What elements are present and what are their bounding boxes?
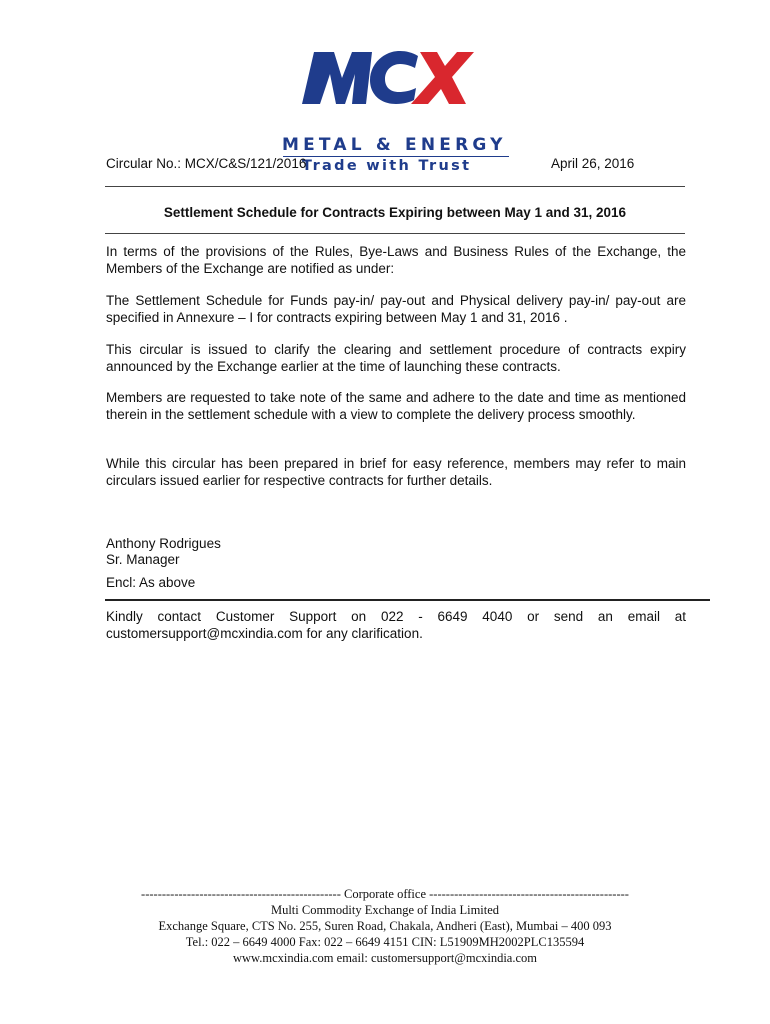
circular-subject: Settlement Schedule for Contracts Expiring between May 1 and 31, 2016 — [163, 205, 627, 220]
contact-divider — [105, 599, 710, 601]
signatory-name: Anthony Rodrigues — [106, 536, 221, 551]
corporate-office-footer — [0, 886, 770, 966]
subject-divider — [105, 233, 685, 234]
contact-note — [106, 608, 686, 642]
body-paragraph-5: While this circular has been prepared in brief for easy reference, members may refer to main circulars issued earlier for respective contracts for further details. — [106, 456, 686, 488]
body-paragraph-4: Members are requested to take note of the same and adhere to the date and time as mentioned therein in the settlement schedule with a view to complete the delivery process smoothly. — [106, 390, 686, 422]
footer-company-name: Multi Commodity Exchange of India Limited — [270, 903, 500, 917]
footer-phone-fax-cin: Tel.: 022 – 6649 4000 Fax: 022 – 6649 4151 CIN: L51909MH2002PLC135594 — [185, 935, 585, 949]
logo-tagline-trade-with-trust: Trade with Trust — [302, 158, 472, 174]
signatory-role: Sr. Manager — [106, 552, 180, 567]
circular-number: Circular No.: MCX/C&S/121/2016 — [106, 156, 307, 171]
logo-tagline-metal-energy: METAL & ENERGY — [282, 135, 507, 155]
logo-divider — [283, 156, 509, 157]
contact-line-2: customersupport@mcxindia.com for any clarification. — [106, 626, 423, 641]
body-paragraph-2: The Settlement Schedule for Funds pay-in/ pay-out and Physical delivery pay-in/ pay-out are specified in Annexure – I for contracts expiring between May 1 and 31, 2016 . — [106, 293, 686, 325]
enclosure-note: Encl: As above — [106, 575, 196, 590]
circular-date: April 26, 2016 — [551, 156, 635, 171]
header-divider — [105, 186, 685, 187]
footer-web-email: www.mcxindia.com email: customersupport@mcxindia.com — [232, 951, 538, 965]
mcx-logo-mark — [300, 48, 490, 106]
body-paragraph-1: In terms of the provisions of the Rules, Bye-Laws and Business Rules of the Exchange, the Members of the Exchange are notified as under: — [106, 244, 686, 276]
footer-heading: ------------------------------------------------ Corporate office ------------------------------------------------ — [141, 887, 629, 901]
body-paragraph-3: This circular is issued to clarify the clearing and settlement procedure of contracts expiry announced by the Exchange earlier at the time of launching these contracts. — [106, 342, 686, 374]
contact-line-1: Kindly contact Customer Support on 022 - 6649 4040 or send an email at — [106, 609, 686, 624]
footer-address: Exchange Square, CTS No. 255, Suren Road, Chakala, Andheri (East), Mumbai – 400 093 — [158, 919, 612, 933]
